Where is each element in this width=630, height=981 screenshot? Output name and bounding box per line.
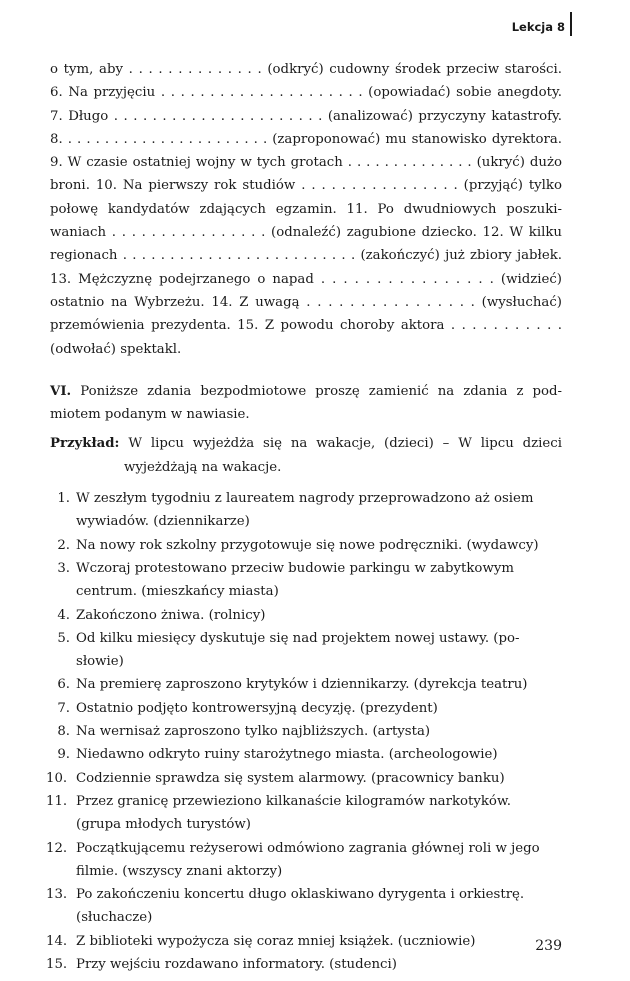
list-item <box>50 673 562 696</box>
running-header <box>512 18 572 36</box>
text-line: ostatnio na Wybrzeżu. 14. Z uwagą . . . . . . . . . . . . . . . . (wysłuchać) <box>50 294 562 310</box>
item-number: 12. <box>46 840 68 856</box>
text-line: 8. . . . . . . . . . . . . . . . . . . . . . . (zaproponować) mu stanowisko dyrektora. <box>50 131 562 147</box>
page-number: 239 <box>535 938 562 954</box>
exercise-vi <box>46 380 562 976</box>
item-number: 13. <box>46 887 68 903</box>
item-text: (słuchacze) <box>76 910 153 926</box>
item-text: Początkującemu reżyserowi odmówiono zagrania głównej roli w jego <box>76 840 540 856</box>
item-text: Na wernisaż zaproszono tylko najbliższych. (artysta) <box>76 724 431 740</box>
item-number: 3. <box>57 560 70 576</box>
item-number: 8. <box>57 724 70 740</box>
text-line: o tym, aby . . . . . . . . . . . . . . (odkryć) cudowny środek przeciw starości. <box>50 62 562 77</box>
list-item <box>46 790 562 837</box>
item-text: Po zakończeniu koncertu długo oklaskiwano dyrygenta i orkiestrę. <box>76 887 525 903</box>
instruction-text-cont: miotem podanym w nawiasie. <box>50 407 250 423</box>
item-number: 1. <box>57 491 70 507</box>
text-line: 7. Długo . . . . . . . . . . . . . . . . . . . . . . (analizować) przyczyny katastrofy. <box>50 108 562 124</box>
exercise-v-continuation <box>50 58 562 361</box>
text-line: połowę kandydatów zdających egzamin. 11. Po dwudniowych poszuki- <box>50 201 562 217</box>
list-item <box>46 837 562 884</box>
list-item <box>46 767 562 790</box>
item-number: 5. <box>57 630 70 646</box>
list-item <box>50 534 562 557</box>
exercise-number: VI. <box>50 383 72 399</box>
text-line: 6. Na przyjęciu . . . . . . . . . . . . . . . . . . . . . (opowiadać) sobie anegdoty. <box>50 85 562 101</box>
item-text: Wczoraj protestowano przeciw budowie parkingu w zabytkowym <box>76 560 514 576</box>
example <box>50 432 562 479</box>
text-line: broni. 10. Na pierwszy rok studiów . . . . . . . . . . . . . . . . (przyjąć) tylko <box>50 178 562 194</box>
item-text: Codziennie sprawdza się system alarmowy. (pracownicy banku) <box>76 770 505 786</box>
list-item <box>50 487 562 534</box>
item-number: 14. <box>46 933 68 949</box>
item-text: Od kilku miesięcy dyskutuje się nad projektem nowej ustawy. (po- <box>76 630 520 646</box>
item-number: 15. <box>46 956 68 972</box>
item-text: filmie. (wszyscy znani aktorzy) <box>76 863 283 879</box>
example-sentence: W lipcu wyjeżdża się na wakacje, (dzieci) – W lipcu dzieci <box>128 436 562 452</box>
item-number: 11. <box>46 793 68 809</box>
list-item <box>50 743 562 766</box>
text-line: (odwołać) spektakl. <box>50 341 182 357</box>
text-line: przemówienia prezydenta. 15. Z powodu choroby aktora . . . . . . . . . . . <box>50 318 562 334</box>
list-item <box>50 627 562 674</box>
item-text: Przy wejściu rozdawano informatory. (studenci) <box>76 956 397 972</box>
item-text: W zeszłym tygodniu z laureatem nagrody przeprowadzono aż osiem <box>76 491 534 507</box>
item-text: wywiadów. (dziennikarze) <box>76 514 250 530</box>
item-text: Przez granicę przewieziono kilkanaście kilogramów narkotyków. <box>76 793 511 809</box>
item-number: 2. <box>57 537 70 553</box>
list-item <box>46 883 562 930</box>
list-item <box>46 953 562 976</box>
item-text: Zakończono żniwa. (rolnicy) <box>76 607 266 623</box>
list-item <box>50 604 562 627</box>
item-text: Z biblioteki wypożycza się coraz mniej książek. (uczniowie) <box>76 933 476 949</box>
task-list <box>46 487 562 976</box>
list-item <box>50 720 562 743</box>
item-number: 9. <box>57 747 70 763</box>
item-text: Ostatnio podjęto kontrowersyjną decyzję. (prezydent) <box>76 700 438 716</box>
page-content <box>46 58 562 976</box>
item-text: centrum. (mieszkańcy miasta) <box>76 584 279 600</box>
item-number: 6. <box>57 677 70 693</box>
text-line: regionach . . . . . . . . . . . . . . . . . . . . . . . . . (zakończyć) już zbiory jabłek. <box>50 248 562 264</box>
text-line: waniach . . . . . . . . . . . . . . . . (odnaleźć) zagubione dziecko. 12. W kilku <box>50 225 562 241</box>
text-line: 13. Mężczyznę podejrzanego o napad . . . . . . . . . . . . . . . . (widzieć) <box>50 271 562 287</box>
instruction-text: Poniższe zdania bezpodmiotowe proszę zamienić na zdania z pod- <box>80 383 562 399</box>
example-sentence-cont: wyjeżdżają na wakacje. <box>124 459 282 475</box>
item-text: słowie) <box>76 654 124 670</box>
text-line: 9. W czasie ostatniej wojny w tych grotach . . . . . . . . . . . . . . (ukryć) dużo <box>50 155 562 171</box>
item-number: 10. <box>46 770 68 786</box>
item-text: (grupa młodych turystów) <box>76 817 251 833</box>
example-label: Przykład: <box>50 436 120 452</box>
item-text: Niedawno odkryto ruiny starożytnego miasta. (archeologowie) <box>76 747 498 763</box>
item-number: 7. <box>57 700 70 716</box>
list-item <box>50 557 562 604</box>
list-item <box>50 697 562 720</box>
item-number: 4. <box>57 607 70 623</box>
lesson-label: Lekcja 8 <box>511 20 565 34</box>
header-divider <box>570 12 572 36</box>
list-item <box>46 930 562 953</box>
item-text: Na nowy rok szkolny przygotowuje się nowe podręczniki. (wydawcy) <box>76 537 539 553</box>
item-text: Na premierę zaproszono krytyków i dziennikarzy. (dyrekcja teatru) <box>76 677 528 693</box>
